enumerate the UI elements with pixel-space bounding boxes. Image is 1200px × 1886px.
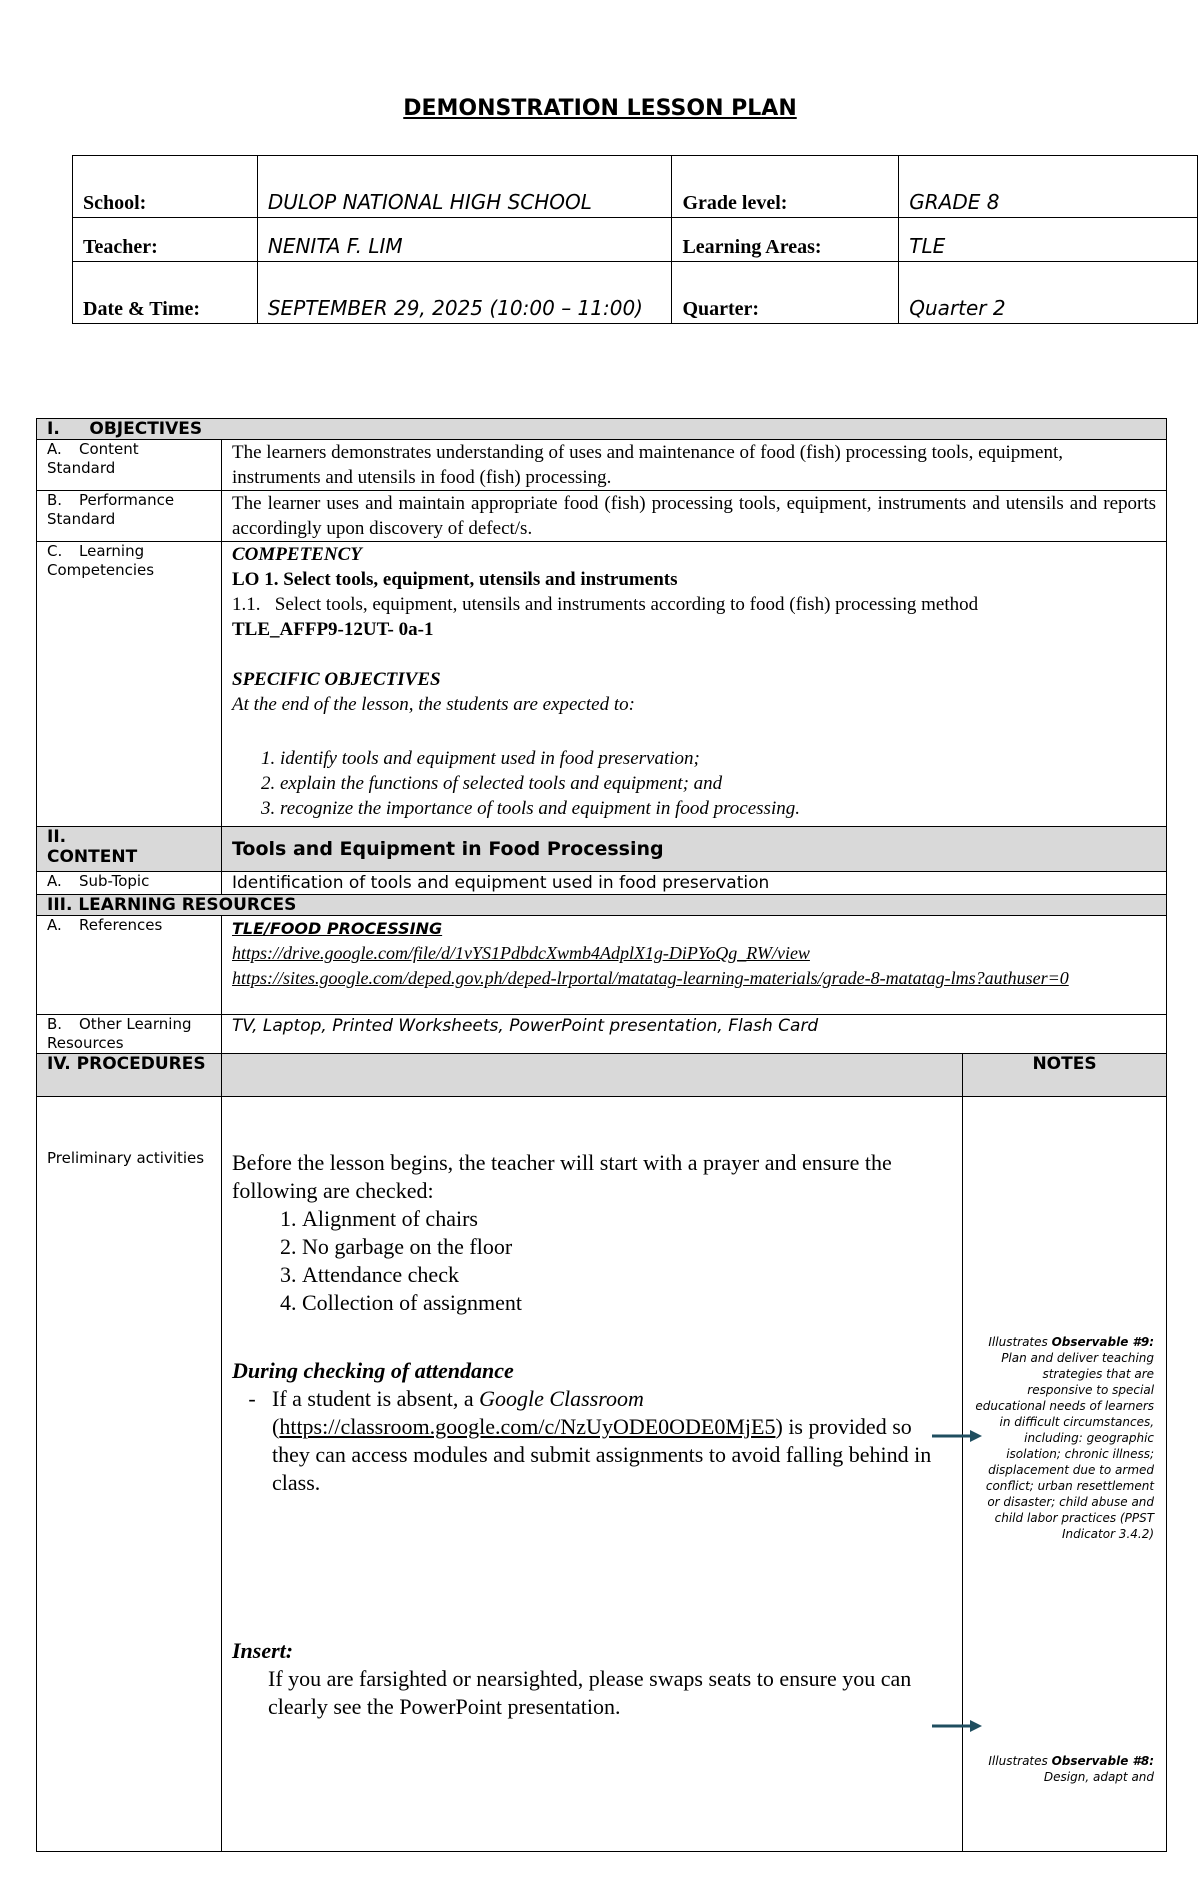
- teacher-value: NENITA F. LIM: [257, 218, 672, 262]
- insert-text: If you are farsighted or nearsighted, please swaps seats to ensure you can clearly see the PowerPoint presentation.: [268, 1666, 912, 1719]
- quarter-value: Quarter 2: [899, 262, 1198, 324]
- attendance-item: - If a student is absent, a Google Classroom (https://classroom.google.com/c/NzUyODE0ODE0MjE5) is provided so they can access modules and submit assignments to avoid falling behind in class.: [232, 1385, 952, 1497]
- specific-objectives-intro: At the end of the lesson, the students are expected to:: [232, 694, 635, 715]
- list-item: 3. Attendance check: [302, 1261, 952, 1289]
- learning-competencies-label: C. Learning Competencies: [37, 542, 222, 827]
- specific-objectives-list: [232, 746, 1156, 821]
- other-resources-label: B. Other Learning Resources: [37, 1015, 222, 1054]
- teacher-label: Teacher:: [73, 218, 258, 262]
- lesson-plan-table: [36, 418, 1167, 1852]
- deped-portal-link[interactable]: https://sites.google.com/deped.gov.ph/deped-lrportal/matatag-learning-materials/grade-8-matatag-lms?authuser=0: [232, 968, 1069, 988]
- area-label: Learning Areas:: [672, 218, 899, 262]
- lo-sub: 1.1. Select tools, equipment, utensils and instruments according to food (fish) processing method: [232, 594, 979, 615]
- subtopic-text: Identification of tools and equipment used in food preservation: [222, 872, 1167, 895]
- arrow-right-icon: [932, 1428, 984, 1444]
- school-label: School:: [73, 156, 258, 218]
- grade-label: Grade level:: [672, 156, 899, 218]
- list-item: 1. identify tools and equipment used in food preservation;: [280, 746, 1156, 771]
- google-classroom-link[interactable]: https://classroom.google.com/c/NzUyODE0ODE0MjE5: [279, 1414, 776, 1439]
- date-value: SEPTEMBER 29, 2025 (10:00 – 11:00): [257, 262, 672, 324]
- insert-label: Insert:: [232, 1638, 294, 1663]
- arrow-right-icon: [932, 1718, 984, 1734]
- attendance-heading: During checking of attendance: [232, 1358, 514, 1383]
- competency-code: TLE_AFFP9-12UT- 0a-1: [232, 619, 434, 640]
- content-standard-text: The learners demonstrates understanding of uses and maintenance of food (fish) processing tools, equipment, instruments and utensils in food (fish) processing.: [222, 440, 1167, 491]
- references-text: [222, 916, 1167, 1015]
- list-item: 2. No garbage on the floor: [302, 1233, 952, 1261]
- procedures-blank: [222, 1054, 963, 1097]
- date-label: Date & Time:: [73, 262, 258, 324]
- references-label: A. References: [37, 916, 222, 1015]
- content-title: Tools and Equipment in Food Processing: [222, 827, 1167, 872]
- quarter-label: Quarter:: [672, 262, 899, 324]
- list-item: 1. Alignment of chairs: [302, 1205, 952, 1233]
- grade-value: GRADE 8: [899, 156, 1198, 218]
- prelim-checklist: [232, 1205, 952, 1317]
- list-item: 3. recognize the importance of tools and equipment in food processing.: [280, 796, 1156, 821]
- content-standard-label: A. Content Standard: [37, 440, 222, 491]
- header-table: [72, 155, 1198, 324]
- performance-standard-label: B. Performance Standard: [37, 491, 222, 542]
- school-value: DULOP NATIONAL HIGH SCHOOL: [257, 156, 672, 218]
- performance-standard-text: The learner uses and maintain appropriate food (fish) processing tools, equipment, instruments and utensils and reports accordingly upon discovery of defect/s.: [222, 491, 1167, 542]
- notes-heading: NOTES: [963, 1054, 1167, 1097]
- preliminary-activities-text: [222, 1097, 963, 1852]
- list-item: 2. explain the functions of selected tools and equipment; and: [280, 771, 1156, 796]
- specific-objectives-heading: SPECIFIC OBJECTIVES: [232, 669, 441, 690]
- lo-heading: LO 1. Select tools, equipment, utensils and instruments: [232, 569, 678, 590]
- other-resources-text: TV, Laptop, Printed Worksheets, PowerPoint presentation, Flash Card: [222, 1015, 1167, 1054]
- prelim-intro: Before the lesson begins, the teacher will start with a prayer and ensure the following are checked:: [232, 1150, 892, 1203]
- area-value: TLE: [899, 218, 1198, 262]
- resources-heading: III. LEARNING RESOURCES: [37, 895, 1167, 916]
- references-title: TLE/FOOD PROCESSING: [232, 919, 443, 938]
- note-observable-8: Illustrates Observable #8: Design, adapt and: [988, 1754, 1155, 1784]
- notes-cell: [963, 1097, 1167, 1852]
- subtopic-label: A. Sub-Topic: [37, 872, 222, 895]
- drive-link[interactable]: https://drive.google.com/file/d/1vYS1PdbdcXwmb4AdplX1g-DiPYoQg_RW/view: [232, 943, 810, 963]
- learning-competencies-text: [222, 542, 1167, 827]
- note-observable-9: Illustrates Observable #9: Plan and deliver teaching strategies that are responsive to special educational needs of learners in difficult circumstances, including: geographic isolation; chronic illness; displacement due to armed conflict; urban resettlement or disaster; child abuse and child labor practices (PPST Indicator 3.4.2): [975, 1335, 1155, 1541]
- content-heading: II.CONTENT: [37, 827, 222, 872]
- list-item: 4. Collection of assignment: [302, 1289, 952, 1317]
- competency-heading: COMPETENCY: [232, 544, 362, 565]
- preliminary-activities-label: Preliminary activities: [37, 1097, 222, 1852]
- bullet: -: [248, 1386, 256, 1411]
- document-title: DEMONSTRATION LESSON PLAN: [403, 96, 797, 121]
- objectives-heading: I. OBJECTIVES: [37, 419, 1167, 440]
- procedures-heading: IV. PROCEDURES: [37, 1054, 222, 1097]
